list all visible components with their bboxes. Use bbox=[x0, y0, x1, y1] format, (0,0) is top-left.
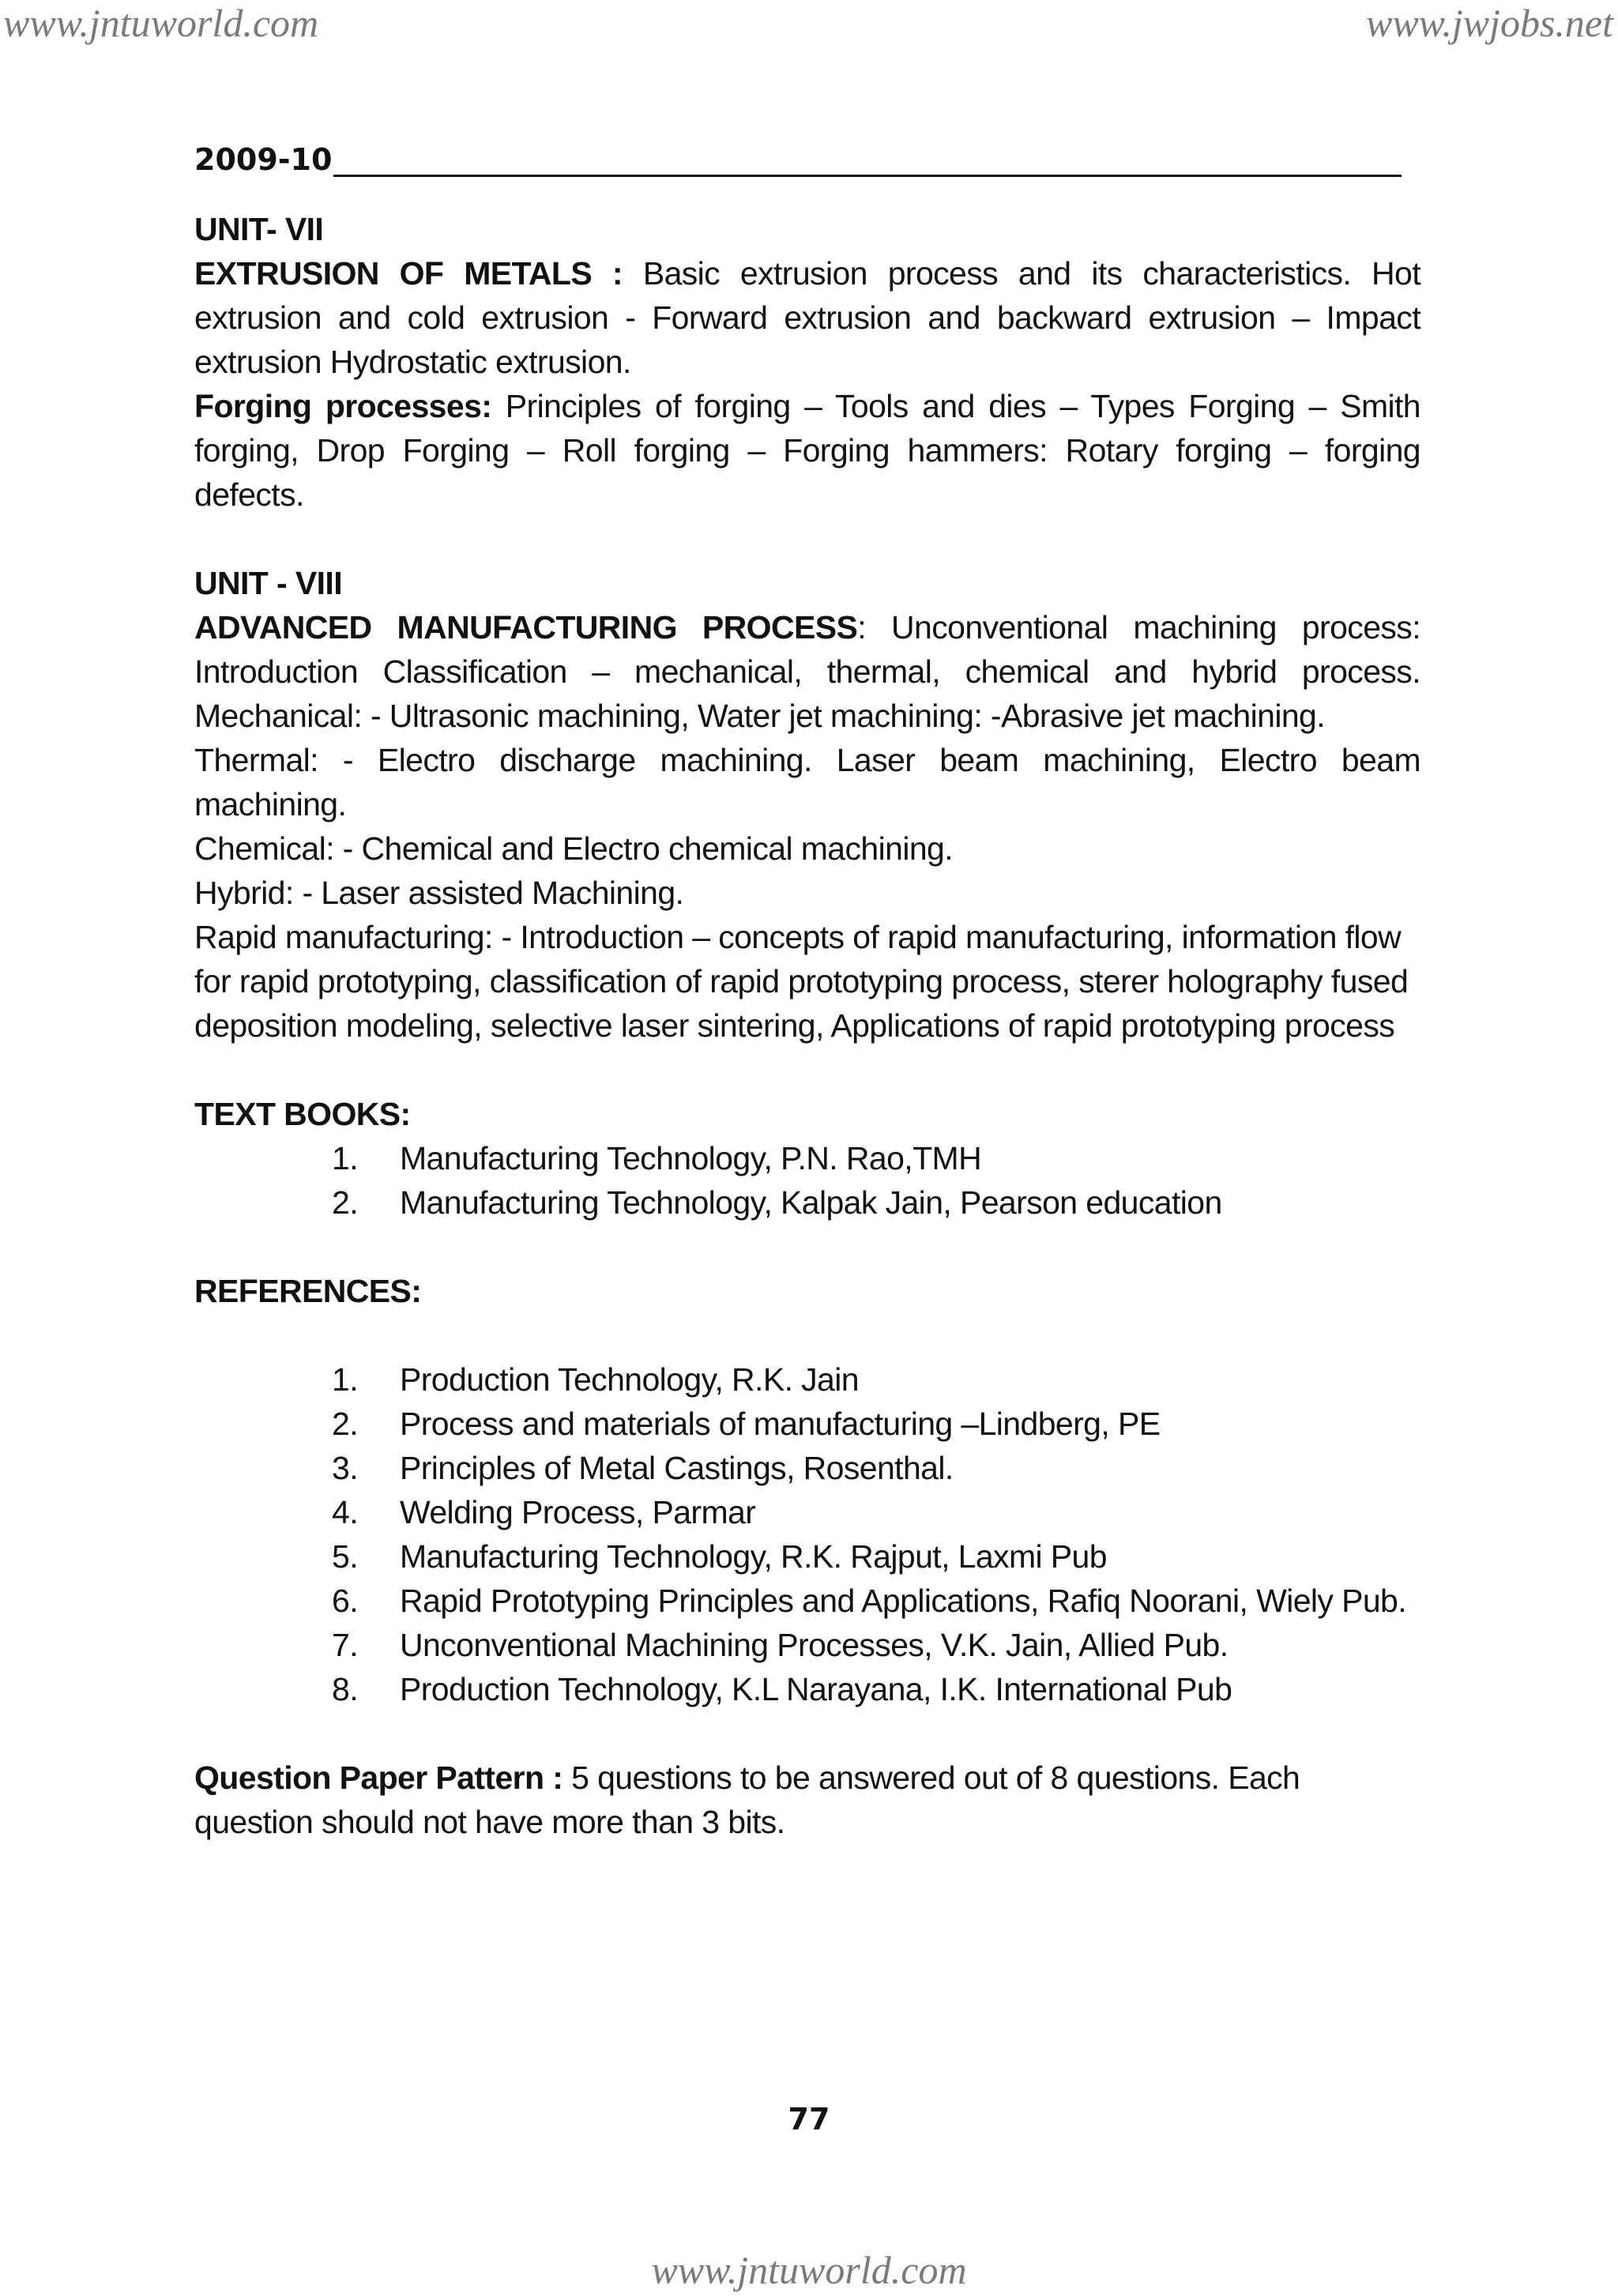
rapid-text-2: for rapid prototyping, classification of rapid prototyping process, sterer holography fused bbox=[194, 963, 1409, 999]
question-pattern-text-1: 5 questions to be answered out of 8 questions. Each bbox=[563, 1760, 1300, 1796]
page-number: 77 bbox=[788, 2102, 830, 2136]
forging-heading: Forging processes: bbox=[194, 388, 492, 424]
list-number: 1. bbox=[332, 1361, 358, 1398]
rapid-text-1: Rapid manufacturing: - Introduction – concepts of rapid manufacturing, information flow bbox=[194, 919, 1402, 955]
chemical-text: Chemical: - Chemical and Electro chemical machining. bbox=[194, 830, 954, 867]
list-item bbox=[194, 1579, 1420, 1623]
amp-heading: ADVANCED MANUFACTURING PROCESS bbox=[194, 609, 858, 646]
book-title: Manufacturing Technology, Kalpak Jain, Pearson education bbox=[400, 1184, 1222, 1221]
unit8-title: UNIT - VIII bbox=[194, 565, 343, 601]
references-list bbox=[194, 1357, 1420, 1711]
reference-title: Production Technology, K.L Narayana, I.K. International Pub bbox=[400, 1671, 1232, 1707]
reference-title: Manufacturing Technology, R.K. Rajput, Laxmi Pub bbox=[400, 1538, 1107, 1575]
list-number: 8. bbox=[332, 1671, 358, 1707]
list-item bbox=[194, 1667, 1420, 1711]
watermark-top-right: www.jwjobs.net bbox=[1365, 1, 1613, 45]
unit7-title: UNIT- VII bbox=[194, 211, 324, 247]
forging-text-1: Principles of forging – Tools and dies – Types Forging – Smith bbox=[491, 388, 1420, 424]
year-header bbox=[194, 142, 1402, 177]
list-number: 2. bbox=[332, 1406, 358, 1442]
book-title: Manufacturing Technology, P.N. Rao,TMH bbox=[400, 1140, 982, 1176]
amp-text-1: : Unconventional machining process: bbox=[857, 609, 1420, 646]
syllabus-body bbox=[194, 207, 1420, 1844]
extrusion-text-3: extrusion Hydrostatic extrusion. bbox=[194, 344, 631, 380]
academic-year: 2009-10 bbox=[194, 142, 333, 177]
question-pattern-heading: Question Paper Pattern : bbox=[194, 1760, 563, 1796]
thermal-text-2: machining. bbox=[194, 786, 347, 822]
list-number: 1. bbox=[332, 1140, 358, 1176]
list-item bbox=[194, 1490, 1420, 1534]
forging-text-3: defects. bbox=[194, 476, 304, 513]
reference-title: Production Technology, R.K. Jain bbox=[400, 1361, 859, 1398]
hybrid-text: Hybrid: - Laser assisted Machining. bbox=[194, 875, 684, 911]
list-item bbox=[194, 1534, 1420, 1579]
header-rule bbox=[333, 146, 1402, 177]
question-pattern-text-2: question should not have more than 3 bits. bbox=[194, 1804, 785, 1840]
reference-title: Process and materials of manufacturing –Lindberg, PE bbox=[400, 1406, 1161, 1442]
list-number: 5. bbox=[332, 1538, 358, 1575]
rapid-text-3: deposition modeling, selective laser sintering, Applications of rapid prototyping process bbox=[194, 1007, 1395, 1044]
text-books-heading: TEXT BOOKS: bbox=[194, 1096, 411, 1132]
list-item bbox=[194, 1623, 1420, 1667]
list-item bbox=[194, 1180, 1420, 1225]
list-number: 6. bbox=[332, 1583, 358, 1619]
list-item bbox=[194, 1402, 1420, 1446]
forging-text-2: forging, Drop Forging – Roll forging – Forging hammers: Rotary forging – forging bbox=[194, 432, 1420, 469]
amp-paragraph-line1 bbox=[194, 605, 1420, 649]
reference-title: Rapid Prototyping Principles and Applications, Rafiq Noorani, Wiely Pub. bbox=[400, 1583, 1407, 1619]
list-item bbox=[194, 1136, 1420, 1180]
watermark-bottom: www.jntuworld.com bbox=[651, 2248, 967, 2292]
list-item bbox=[194, 1357, 1420, 1402]
watermark-top-left: www.jntuworld.com bbox=[3, 1, 319, 45]
mechanical-text: Mechanical: - Ultrasonic machining, Water jet machining: -Abrasive jet machining. bbox=[194, 698, 1326, 734]
extrusion-heading: EXTRUSION OF METALS : bbox=[194, 255, 623, 292]
list-number: 2. bbox=[332, 1184, 358, 1221]
forging-paragraph-line1 bbox=[194, 384, 1420, 428]
extrusion-text-2: extrusion and cold extrusion - Forward extrusion and backward extrusion – Impact bbox=[194, 299, 1420, 336]
extrusion-paragraph-line1 bbox=[194, 251, 1420, 295]
reference-title: Welding Process, Parmar bbox=[400, 1494, 756, 1530]
references-heading: REFERENCES: bbox=[194, 1273, 422, 1309]
list-number: 7. bbox=[332, 1627, 358, 1663]
reference-title: Principles of Metal Castings, Rosenthal. bbox=[400, 1450, 954, 1486]
extrusion-text-1: Basic extrusion process and its characteristics. Hot bbox=[622, 255, 1421, 292]
question-pattern-line1 bbox=[194, 1756, 1420, 1800]
list-number: 4. bbox=[332, 1494, 358, 1530]
amp-text-2: Introduction Classification – mechanical, thermal, chemical and hybrid process. bbox=[194, 653, 1420, 690]
thermal-text-1: Thermal: - Electro discharge machining. Laser beam machining, Electro beam bbox=[194, 742, 1420, 778]
reference-title: Unconventional Machining Processes, V.K. Jain, Allied Pub. bbox=[400, 1627, 1229, 1663]
list-number: 3. bbox=[332, 1450, 358, 1486]
list-item bbox=[194, 1446, 1420, 1490]
text-books-list bbox=[194, 1136, 1420, 1225]
